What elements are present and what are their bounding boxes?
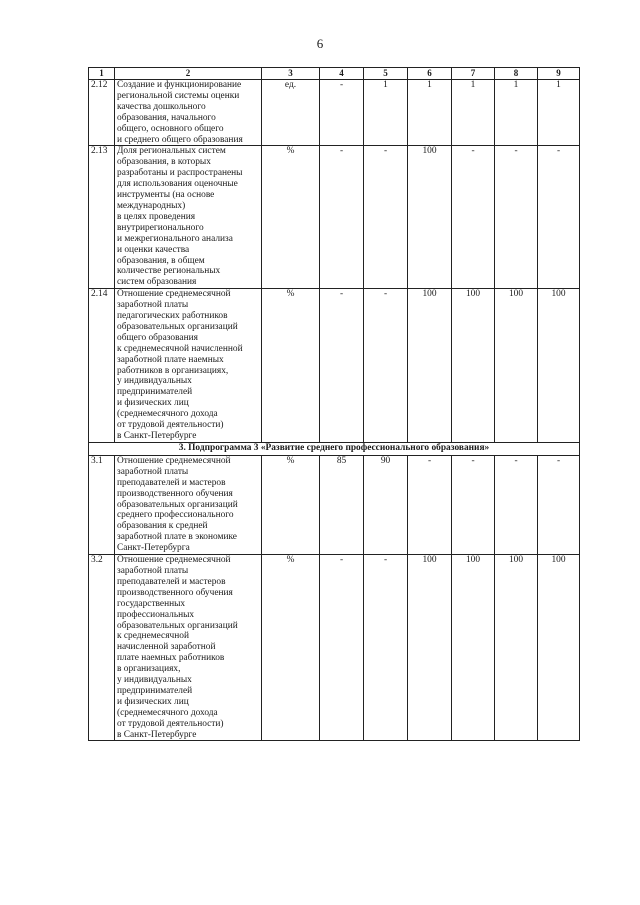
- indicator-name: Отношение среднемесячной заработной платы преподавателей и мастеров производственного обучения государственных профессиональных образовательных организаций к среднемесячной начисленной заработной плате наемных работников в организациях, у индивидуальных предпринимателей и физических лиц (среднемесячного дохода от трудовой деятельности) в Санкт-Петербурге: [115, 555, 262, 741]
- column-header: 2: [115, 68, 262, 80]
- column-header: 6: [408, 68, 452, 80]
- section-title: 3. Подпрограмма 3 «Развитие среднего профессионального образования»: [89, 442, 580, 455]
- column-header: 4: [320, 68, 364, 80]
- value-cell: 100: [538, 555, 580, 741]
- value-cell: -: [538, 146, 580, 289]
- column-header: 1: [89, 68, 115, 80]
- indicator-name: Доля региональных систем образования, в которых разработаны и распространены для использования оценочные инструменты (на основе международных) в целях проведения внутрирегионального и межрегионального анализа и оценки качества образования, в общем количестве региональных систем образования: [115, 146, 262, 289]
- row-number: 2.12: [89, 80, 115, 146]
- value-cell: 1: [364, 80, 408, 146]
- unit-cell: %: [262, 146, 320, 289]
- value-cell: -: [538, 455, 580, 554]
- value-cell: 85: [320, 455, 364, 554]
- value-cell: 100: [495, 289, 538, 443]
- table-header: [89, 68, 580, 80]
- table-row: [89, 555, 580, 741]
- table-row: [89, 455, 580, 554]
- indicator-name: Отношение среднемесячной заработной платы преподавателей и мастеров производственного обучения образовательных организаций среднего профессионального образования к средней заработной плате в экономике Санкт-Петербурга: [115, 455, 262, 554]
- column-header: 8: [495, 68, 538, 80]
- value-cell: 1: [538, 80, 580, 146]
- value-cell: 90: [364, 455, 408, 554]
- value-cell: -: [452, 455, 495, 554]
- table-row: [89, 289, 580, 443]
- unit-cell: %: [262, 289, 320, 443]
- table-row: [89, 80, 580, 146]
- value-cell: 1: [452, 80, 495, 146]
- value-cell: -: [320, 80, 364, 146]
- unit-cell: ед.: [262, 80, 320, 146]
- unit-cell: %: [262, 455, 320, 554]
- value-cell: -: [364, 555, 408, 741]
- row-number: 3.1: [89, 455, 115, 554]
- value-cell: -: [364, 289, 408, 443]
- value-cell: 100: [408, 555, 452, 741]
- value-cell: 100: [408, 289, 452, 443]
- section-row: [89, 442, 580, 455]
- page-number: 6: [316, 36, 324, 51]
- value-cell: -: [495, 146, 538, 289]
- row-number: 2.13: [89, 146, 115, 289]
- value-cell: -: [320, 555, 364, 741]
- row-number: 3.2: [89, 555, 115, 741]
- column-header: 3: [262, 68, 320, 80]
- value-cell: 100: [495, 555, 538, 741]
- value-cell: -: [452, 146, 495, 289]
- column-header: 5: [364, 68, 408, 80]
- row-number: 2.14: [89, 289, 115, 443]
- indicator-name: Отношение среднемесячной заработной платы педагогических работников образовательных организаций общего образования к среднемесячной начисленной заработной плате наемных работников в организациях, у индивидуальных предпринимателей и физических лиц (среднемесячного дохода от трудовой деятельности) в Санкт-Петербурге: [115, 289, 262, 443]
- table-row: [89, 146, 580, 289]
- indicators-table: [88, 67, 580, 741]
- value-cell: -: [320, 146, 364, 289]
- column-header: 9: [538, 68, 580, 80]
- column-header: 7: [452, 68, 495, 80]
- value-cell: 100: [452, 289, 495, 443]
- value-cell: -: [408, 455, 452, 554]
- value-cell: 1: [495, 80, 538, 146]
- value-cell: 100: [538, 289, 580, 443]
- value-cell: 1: [408, 80, 452, 146]
- unit-cell: %: [262, 555, 320, 741]
- value-cell: 100: [408, 146, 452, 289]
- value-cell: -: [320, 289, 364, 443]
- value-cell: -: [364, 146, 408, 289]
- indicator-name: Создание и функционирование региональной системы оценки качества дошкольного образования, начального общего, основного общего и среднего общего образования: [115, 80, 262, 146]
- value-cell: 100: [452, 555, 495, 741]
- value-cell: -: [495, 455, 538, 554]
